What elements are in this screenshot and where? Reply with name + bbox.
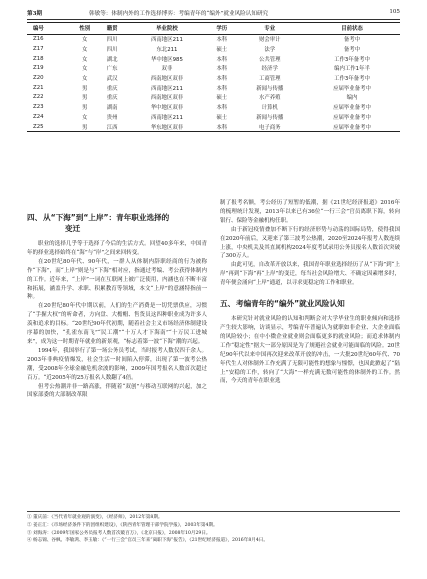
table-cell: 女	[82, 56, 88, 63]
table-cell: 女	[82, 114, 88, 121]
table-cell: 四川	[106, 37, 118, 44]
section-number: 五、	[220, 299, 236, 309]
table-cell: 工作3年备考中	[334, 56, 370, 63]
table-cell: 水产养殖	[258, 95, 281, 102]
page-number: 105	[389, 9, 400, 15]
table-cell: 西南地区211	[151, 85, 183, 92]
table-cell: 男	[82, 85, 88, 92]
table-cell: Z23	[33, 104, 44, 111]
table-cell: 本科	[208, 122, 235, 132]
body-paragraph: 在20世纪80年代、90年代，一群人从体制内辞职经商的行为被称作“下海”，而“上岸”则是与“下海”相对应，指通过考编、考公获得体制内的工作。近年来，“上岸”一词在互联网上被广泛使用，内涵也在不断丰富和拓展，涵盖升学、求职、积累教育等领域，本文“上岸”的意涵特指前一种。	[27, 258, 207, 301]
body-paragraph: 职业的选择几乎等于选择了今后的生活方式。回望40多年来，中国青年的择业选择始终在“海”与“岸”之间来回转变。	[27, 241, 207, 256]
table-cell: 西南地区双非	[150, 95, 184, 102]
table-cell: 湖南	[106, 105, 118, 112]
section-heading-5	[220, 298, 400, 309]
table-cell: 编内	[346, 95, 358, 102]
table-row	[27, 73, 400, 83]
table-cell: Z22	[33, 94, 44, 101]
table-cell: 男	[82, 105, 88, 112]
table-cell: 应届毕业备考中	[333, 105, 371, 112]
table-cell: 计算机	[261, 105, 278, 112]
table-cell: 女	[82, 47, 88, 54]
table-row	[27, 83, 400, 93]
table-cell: Z16	[33, 36, 44, 43]
table-cell: Z19	[33, 65, 44, 72]
table-cell: 华东地区双非	[126, 122, 208, 132]
footnote: ③ 刘海涛：《2009年国家公务员报考人数首次破百万》，《北京日报》，2008年10月29日。	[27, 530, 211, 536]
table-cell: 华中地区985	[151, 56, 183, 63]
table-cell: 广东	[106, 66, 118, 73]
right-column	[220, 199, 400, 386]
col-header: 专业	[235, 23, 304, 35]
table-cell: 硕士	[216, 47, 228, 54]
table-cell: 工作3年备考中	[334, 76, 370, 83]
table-cell: 湖北	[106, 56, 118, 63]
col-header: 目前状态	[304, 23, 400, 35]
table-cell: 西南地区211	[151, 114, 183, 121]
table-row	[27, 44, 400, 54]
table-cell: 经济学	[261, 66, 278, 73]
table-cell: 应届毕业备考中	[333, 114, 371, 121]
table-row	[27, 112, 400, 122]
section-title-line2: 变迁	[65, 224, 81, 233]
table-row	[27, 102, 400, 112]
table-cell: 新闻与传播	[256, 85, 284, 92]
footnote: ④ 杨志锦、谷枫、李敏鸿、李玉敏：《“一行三会”官员三年来“离职下海”报告》，《21世纪经济报道》，2016年8月4日。	[27, 538, 268, 544]
running-title: 韩敏等：体制内外的工作选择博弈：考编青年的“编外”就业风险认知研究	[89, 11, 269, 17]
running-header	[27, 6, 400, 20]
table-cell: 重庆	[106, 95, 118, 102]
table-cell: 硕士	[216, 95, 228, 102]
body-paragraph: 制了报考名额，考公经历了短暂的低潮，据《21世纪经济报道》2016年的梳理统计发现，2013年以来已有36位“一行三会”官员离职下海，转向银行、保险等金融机构任职。	[220, 200, 400, 224]
table-body	[27, 34, 400, 132]
table-row	[27, 54, 400, 64]
col-header: 学历	[208, 23, 235, 35]
section-heading-4	[27, 212, 207, 234]
table-cell: 男	[71, 122, 98, 132]
table-header-row	[27, 23, 400, 35]
table-cell: 四川	[106, 47, 118, 54]
body-paragraph: 由于新冠疫情叠加不断下行的经济形势与动荡的国际局势，使得我国在2020年前后，又迎来了第三波考公热潮，2020至2024年报考人数连续上涨，中央机关及其直属机构2024年度考试录用公务员报名人数首次突破了300万人。	[220, 226, 400, 260]
table-cell: Z25	[27, 122, 71, 132]
table-cell: Z18	[33, 55, 44, 62]
table-cell: 女	[82, 76, 88, 83]
table-cell: 本科	[216, 66, 228, 73]
table-cell: 硕士	[216, 114, 228, 121]
table-cell: 本科	[216, 56, 228, 63]
table-cell: 备考中	[343, 37, 361, 44]
col-header: 编号	[27, 23, 71, 35]
table-row	[27, 64, 400, 74]
table-cell: 华中地区双非	[150, 105, 184, 112]
col-header: 籍贯	[98, 23, 125, 35]
table-cell: 备考中	[343, 47, 361, 54]
table-cell: 公共管理	[258, 56, 281, 63]
left-column	[27, 202, 207, 400]
table-cell: 应届毕业备考中	[304, 122, 400, 132]
table-cell: 东北211	[156, 47, 178, 54]
issue-number: 第3期	[27, 11, 43, 17]
table-cell: Z21	[33, 84, 44, 91]
footnotes	[27, 511, 400, 545]
table-cell: 贵州	[106, 114, 118, 121]
body-paragraph: 本研究针对就业风险的认知和判断会对大学毕业生的职业倾向和选择产生较大影响，访谈显示，考编青年普遍认为就职如非企业、大企业面临的风险较小；在中小微企业就业则会面临更多的就业风险；而追求体制内工作“稳定性”据大一部分原因是为了规避社会就业可能面临的风险。20世纪90年代以来中国再次迎来改革开放的冲击，一大批20世纪60年代、70年代生人对体制外工作充满了无限可能性的想象与憧憬，也因此掀起了“陆上”安稳的工作，转向了“大海”一样充满无数可能性的体制外的工作。然而，今天的青年在职业选	[220, 316, 400, 385]
table-cell: 新闻与传播	[256, 114, 284, 121]
table-cell: 女	[82, 66, 88, 73]
table-cell: 武汉	[106, 76, 118, 83]
table-cell: 江西	[98, 122, 125, 132]
col-header: 性别	[71, 23, 98, 35]
table-cell: 法学	[264, 47, 276, 54]
table-cell: Z24	[33, 113, 44, 120]
table-row	[27, 34, 400, 44]
table-row	[27, 122, 400, 132]
table-row	[27, 93, 400, 103]
table-cell: 编内工作1年半	[334, 66, 370, 73]
table-cell: 本科	[216, 76, 228, 83]
table-cell: 本科	[216, 37, 228, 44]
table-cell: 女	[82, 37, 88, 44]
footnote: ① 董庆前：《当代青年就业观的演变》，《经济师》，2012年第8期。	[27, 515, 163, 520]
col-header: 毕业院校	[126, 23, 208, 35]
table-cell: 财会审计	[258, 37, 281, 44]
table-cell: 本科	[216, 105, 228, 112]
body-paragraph: 1994年，我国举行了第一场公务员考试，当时报考人数仅四千余人。2003年非典疫情爆发，社会生活一时间陷入停滞，出现了第一波考公热潮，受2008年全球金融危机余波的影响，2009年国考报名人数首次超过百万。“近2005年的25万报名人数翻了4倍。	[27, 347, 207, 381]
table-cell: 西南地区211	[151, 37, 183, 44]
table-cell: 男	[82, 95, 88, 102]
interviewee-table	[27, 22, 400, 132]
section-title-line1: 从“下海”到“上岸”：青年职业选择的	[43, 213, 170, 222]
table-cell: 电子商务	[235, 122, 304, 132]
table-cell: 双非	[161, 66, 173, 73]
footnote: ② 姜正汇：《市场经济条件下的团组织建设》，《陕西青年管理干部学院学报》，2003年第4期。	[27, 522, 218, 528]
table-cell: 西南地区双非	[150, 76, 184, 83]
body-paragraph: 但考公热潮并非一路高涨，伴随着“双创”与移动互联网的兴起，加之国家部委的大部制改革限	[27, 383, 207, 399]
table-cell: Z17	[33, 46, 44, 53]
table-cell: 工商管理	[258, 76, 281, 83]
section-title: 考编青年的“编外”就业风险认知	[236, 299, 345, 309]
body-paragraph: 在20世纪80年代中期以前，人们的生产消费是一切凭票供应，习惯了“手握大权”的听命者，方向盘、大檐帽、售货员这四种职业成为许多人羡和追求的目标。“20世纪90年代初期，随着社会主义市场经济体制建设序幕的加快，“孔雀东南飞”“民工潮”“十万人才下海南”“十万民工进城来”，成为这一时期青年就业的新景观，“标志着第一波“下海”潮的兴起。	[27, 303, 207, 345]
table-cell: 重庆	[106, 85, 118, 92]
table-cell: 应届毕业备考中	[333, 85, 371, 92]
body-paragraph: 由此可见，自改革开放以来，我国青年职业选择经历了从“下海”到“上岸”再到“下海”再“上岸”的变迁，每当社会风险增大、不确定因素增多时，青年便会涌向“上岸”通道，以寻求更稳定的工作和职业。	[220, 262, 400, 287]
table-cell: 本科	[216, 85, 228, 92]
section-number: 四、	[27, 213, 43, 222]
table-cell: Z20	[33, 75, 44, 82]
